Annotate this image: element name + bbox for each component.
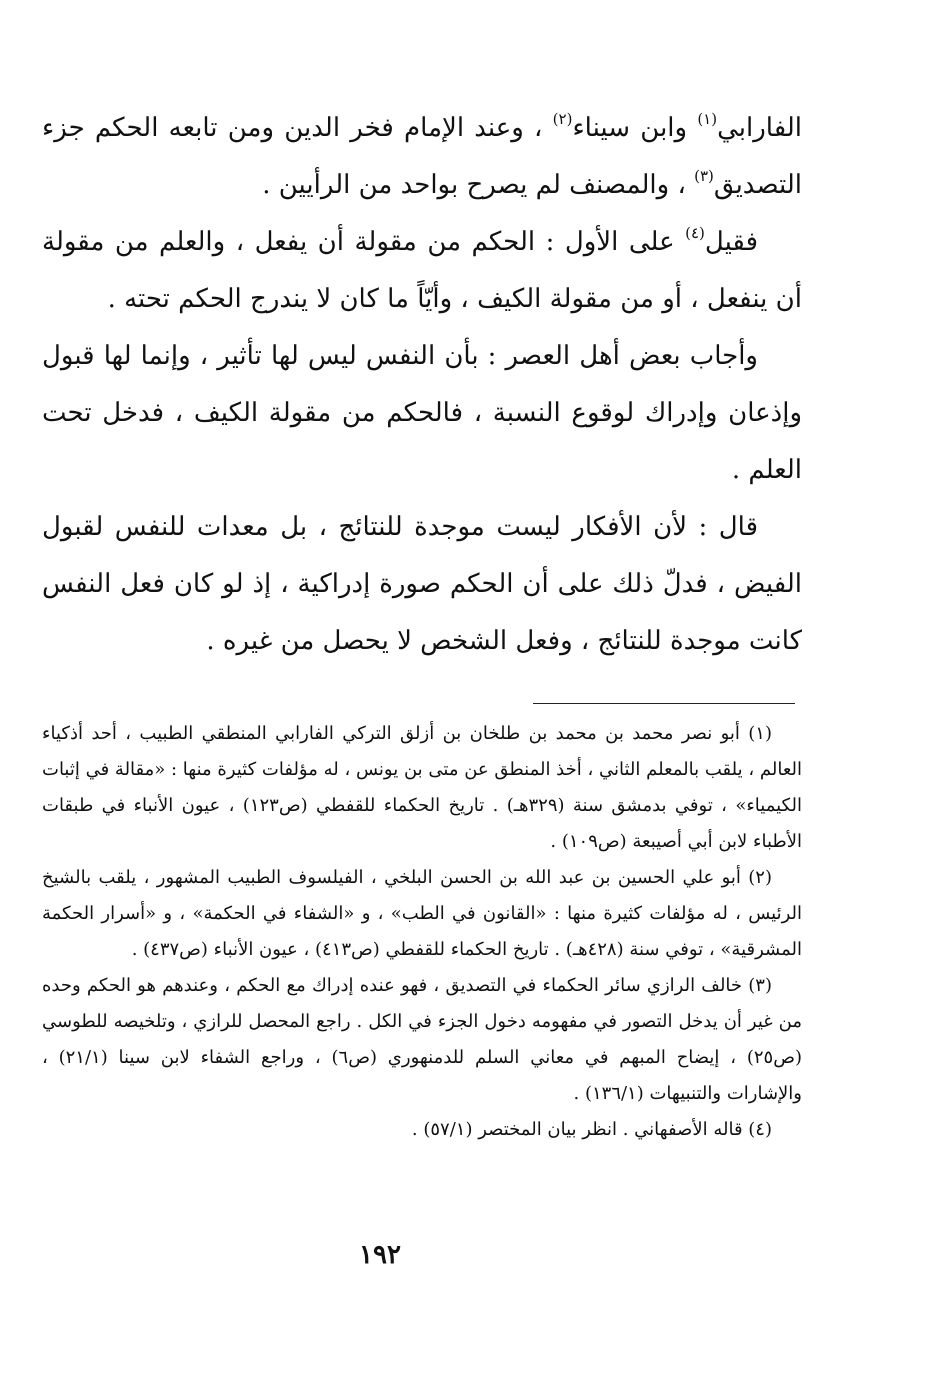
- main-text: [42, 100, 802, 670]
- paragraph-1: [42, 100, 802, 214]
- footnotes: [42, 716, 802, 1148]
- paragraph-1-text-4: ، والمصنف لم يصرح بواحد من الرأيين .: [262, 170, 695, 200]
- paragraph-4: قال : لأن الأفكار ليست موجدة للنتائج ، بل معدات للنفس لقبول الفيض ، فدلّ ذلك على أن الحكم صورة إدراكية ، إذ لو كان فعل النفس كانت موجدة للنتائج ، وفعل الشخص لا يحصل من غيره .: [42, 512, 802, 656]
- paragraph-1-text-2: وابن سيناء: [572, 113, 698, 143]
- footnote-3: (٣) خالف الرازي سائر الحكماء في التصديق ، فهو عنده إدراك مع الحكم ، وعندهم هو الحكم وحده من غير أن يدخل التصور في مفهومه دخول الجزء في الكل . راجع المحصل للرازي ، وتلخيصه للطوسي (ص٢٥) ، إيضاح المبهم في معاني السلم للدمنهوري (ص٦) ، وراجع الشفاء لابن سينا (٢١/١) ، والإشارات والتنبيهات (١٣٦/١) .: [42, 975, 803, 1104]
- paragraph-1-text-1: الفارابي: [717, 113, 802, 143]
- paragraph-2: [42, 214, 802, 328]
- paragraph-3: وأجاب بعض أهل العصر : بأن النفس ليس لها تأثير ، وإنما لها قبول وإذعان وإدراك لوقوع النسبة ، فالحكم من مقولة الكيف ، فدخل تحت العلم .: [42, 341, 802, 485]
- footnote-ref-3[interactable]: (٣): [694, 167, 714, 185]
- footnote-1: (١) أبو نصر محمد بن محمد بن طلخان بن أزلق التركي الفارابي المنطقي الطبيب ، أحد أذكياء العالم ، يلقب بالمعلم الثاني ، أخذ المنطق عن متى بن يونس ، له مؤلفات كثيرة منها : «مقالة في إثبات الكيمياء» ، توفي بدمشق سنة (٣٢٩هـ) . تاريخ الحكماء للقفطي (ص١٢٣) ، عيون الأنباء في طبقات الأطباء لابن أبي أصيبعة (ص١٠٩) .: [42, 723, 802, 852]
- footnote-ref-2[interactable]: (٢): [552, 110, 573, 128]
- paragraph-2-text-1: فقيل: [704, 227, 758, 257]
- footnote-ref-4[interactable]: (٤): [685, 224, 705, 242]
- footnote-2: (٢) أبو علي الحسين بن عبد الله بن الحسن البلخي ، الفيلسوف الطبيب المشهور ، يلقب بالشيخ الرئيس ، له مؤلفات كثيرة منها : «القانون في الطب» ، و «الشفاء في الحكمة» ، و «أسرار الحكمة المشرقية» ، توفي سنة (٤٢٨هـ) . تاريخ الحكماء للقفطي (ص٤١٣) ، عيون الأنباء (ص٤٣٧) .: [42, 867, 802, 960]
- paragraph-1-text-3: ، وعند الإمام فخر الدين ومن تابعه الحكم جزء التصديق: [42, 113, 802, 200]
- paragraph-2-text-2: على الأول : الحكم من مقولة أن يفعل ، والعلم من مقولة أن ينفعل ، أو من مقولة الكيف ، وأيّاً ما كان لا يندرج الحكم تحته .: [42, 227, 802, 314]
- footnote-separator: [533, 703, 795, 704]
- page-number: ١٩٢: [359, 1240, 401, 1270]
- footnote-4: (٤) قاله الأصفهاني . انظر بيان المختصر (٥٧/١) .: [411, 1119, 772, 1140]
- footnote-ref-1[interactable]: (١): [697, 110, 718, 128]
